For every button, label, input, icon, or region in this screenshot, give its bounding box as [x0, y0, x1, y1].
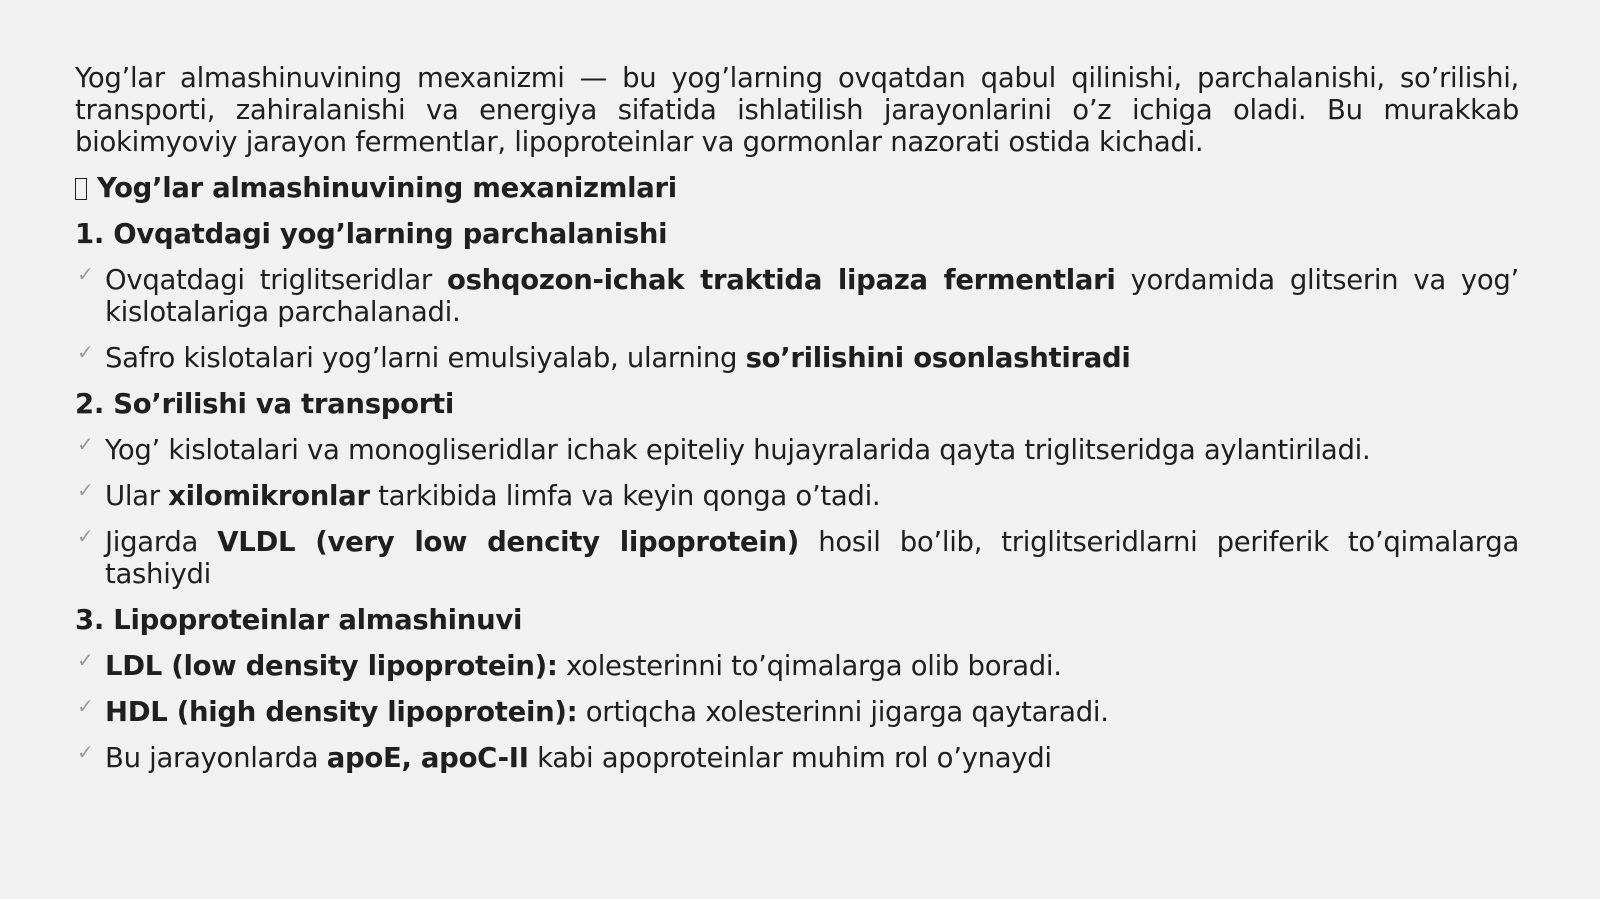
- heading-text: Yog’lar almashinuvining mexanizmlari: [97, 172, 677, 204]
- missing-glyph-box-icon: [75, 178, 87, 200]
- list-item: [75, 696, 1519, 728]
- list-item: [75, 650, 1519, 682]
- bullet-text: Ular: [105, 480, 169, 512]
- bullet-bold-text: VLDL (very low dencity lipoprotein): [217, 526, 800, 558]
- bullet-text: Yog’ kislotalari va monogliseridlar ichak epiteliy hujayralarida qayta triglitseridga aylantiriladi.: [105, 434, 1371, 466]
- bullet-text: Jigarda: [105, 526, 218, 558]
- list-item: [75, 264, 1519, 328]
- intro-paragraph: Yog’lar almashinuvining mexanizmi — bu yog’larning ovqatdan qabul qilinishi, parchalanishi, so’rilishi, transporti, zahiralanishi va energiya sifatida ishlatilish jarayonlarini o’z ichiga oladi. Bu murakkab biokimyoviy jarayon fermentlar, lipoproteinlar va gormonlar nazorati ostida kichadi.: [75, 62, 1519, 158]
- section-title: 2. So’rilishi va transporti: [75, 388, 454, 420]
- bullet-text: ortiqcha xolesterinni jigarga qaytaradi.: [577, 696, 1109, 728]
- checkmark-icon: ✓: [77, 432, 94, 456]
- bullet-text: Bu jarayonlarda: [105, 742, 327, 774]
- bullet-text: yordamida glitserin va yog’ kislotalariga parchalanadi.: [105, 264, 1519, 328]
- checkmark-icon: ✓: [77, 524, 94, 548]
- section-title: 3. Lipoproteinlar almashinuvi: [75, 604, 523, 636]
- checkmark-icon: ✓: [77, 478, 94, 502]
- slide-content: [75, 62, 1519, 788]
- bullet-bold-text: so’rilishini osonlashtiradi: [745, 342, 1131, 374]
- list-item: [75, 526, 1519, 590]
- list-item: [75, 434, 1519, 466]
- bullet-bold-text: HDL (high density lipoprotein):: [105, 696, 578, 728]
- bullet-text: kabi apoproteinlar muhim rol o’ynaydi: [528, 742, 1052, 774]
- section-heading: [75, 172, 1519, 204]
- bullet-text: Ovqatdagi triglitseridlar: [105, 264, 447, 296]
- list-item: [75, 342, 1519, 374]
- list-item: [75, 742, 1519, 774]
- list-item: [75, 480, 1519, 512]
- bullet-text: xolesterinni to’qimalarga olib boradi.: [557, 650, 1062, 682]
- section-title: 1. Ovqatdagi yog’larning parchalanishi: [75, 218, 668, 250]
- bullet-bold-text: apoE, apoC-II: [326, 742, 529, 774]
- bullet-text: tarkibida limfa va keyin qonga o’tadi.: [369, 480, 881, 512]
- bullet-bold-text: oshqozon-ichak traktida lipaza fermentlari: [446, 264, 1116, 296]
- bullet-text: Safro kislotalari yog’larni emulsiyalab, ularning: [105, 342, 746, 374]
- checkmark-icon: ✓: [77, 740, 94, 764]
- checkmark-icon: ✓: [77, 340, 94, 364]
- checkmark-icon: ✓: [77, 262, 94, 286]
- bullet-bold-text: xilomikronlar: [168, 480, 370, 512]
- bullet-bold-text: LDL (low density lipoprotein):: [105, 650, 558, 682]
- bullet-text: hosil bo’lib, triglitseridlarni periferik to’qimalarga tashiydi: [105, 526, 1520, 590]
- checkmark-icon: ✓: [77, 694, 94, 718]
- checkmark-icon: ✓: [77, 648, 94, 672]
